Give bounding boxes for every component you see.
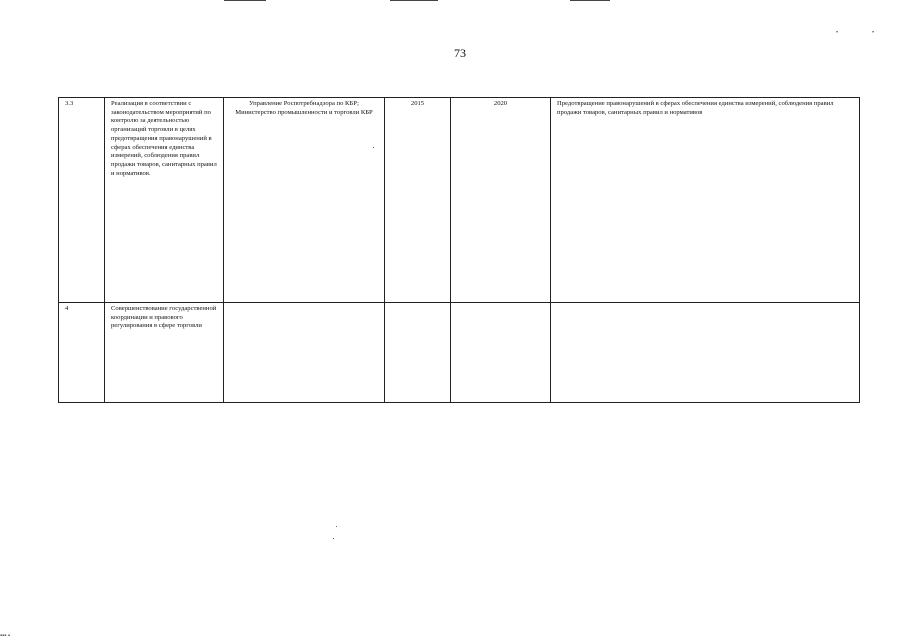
- measures-table: [58, 97, 860, 403]
- scan-dot: •: [836, 30, 839, 36]
- scan-dot: •: [872, 30, 875, 36]
- end-year-cell: 2020: [451, 98, 551, 303]
- scan-mark-bottom: ▪▪▪ ▪: [0, 633, 11, 639]
- start-year-cell: [385, 303, 451, 403]
- scan-mark-top-1: [224, 0, 266, 1]
- scan-mark-top-3: [570, 0, 610, 1]
- table-row: [59, 303, 860, 403]
- result-cell: Предотвращение правонарушений в сферах обеспечения единства измерений, соблюдения правил продажи товаров, санитарных правил и нормативов: [551, 98, 860, 303]
- page-number: 73: [454, 46, 466, 60]
- scan-speck: [333, 538, 334, 539]
- row-number: 3.3: [59, 98, 105, 303]
- row-number: 4: [59, 303, 105, 403]
- executor-cell: Управление Роспотребнадзора по КБР; Министерство промышленности и торговли КБР: [224, 98, 385, 303]
- result-cell: [551, 303, 860, 403]
- scan-speck: [373, 147, 374, 148]
- scan-speck: [336, 526, 337, 527]
- start-year-cell: 2015: [385, 98, 451, 303]
- activity-cell: Реализация в соответствии с законодательством мероприятий по контролю за деятельностью организаций торговли в целях предотвращения правонарушений в сферах обеспечения единства измерений, соблюдения правил продажи товаров, санитарных правил и нормативов.: [105, 98, 224, 303]
- table-row: [59, 98, 860, 303]
- scan-mark-top-2: [390, 0, 438, 1]
- executor-cell: [224, 303, 385, 403]
- end-year-cell: [451, 303, 551, 403]
- activity-cell: Совершенствование государственной координации и правового регулирования в сфере торговли: [105, 303, 224, 403]
